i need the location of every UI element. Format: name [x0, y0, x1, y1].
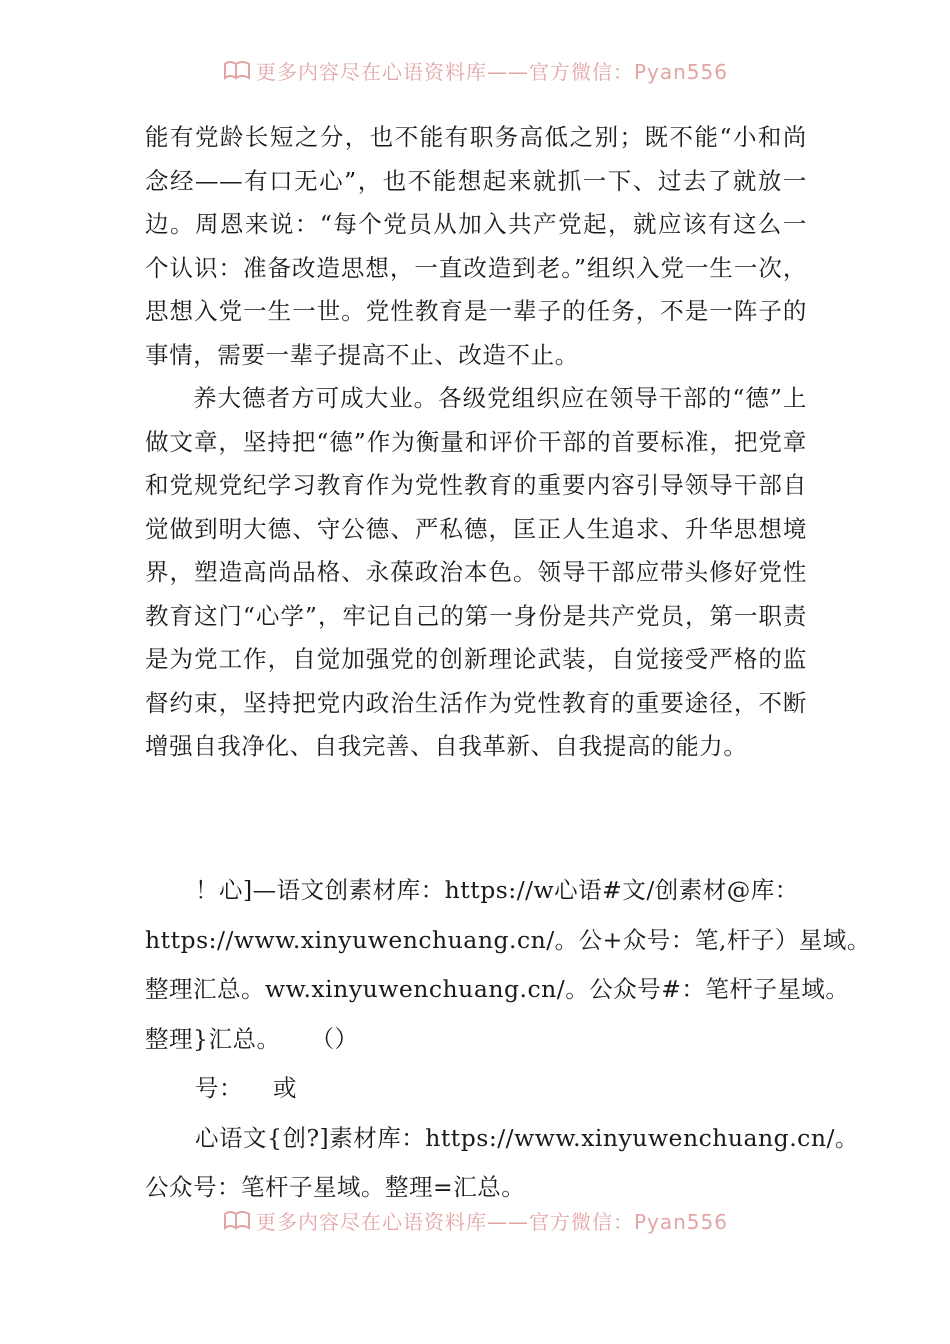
watermark-line-1: ！心]—语文创素材库：https://w心语#文/创素材@库： [195, 876, 799, 904]
header-watermark-banner [0, 55, 950, 85]
watermark-line-4-text: 整理}汇总。 [145, 1024, 281, 1053]
paragraph-1: 能有党龄长短之分，也不能有职务高低之别；既不能“小和尚念经——有口无心”，也不能想起来就抓一下、过去了就放一边。周恩来说：“每个党员从加入共产党起，就应该有这么一个认识：准备改造思想，一直改造到老。”组织入党一生一次，思想入党一生一世。党性教育是一辈子的任务，不是一阵子的事情，需要一辈子提高不止、改造不止。 [145, 123, 807, 369]
watermark-line-6: 心语文{创?]素材库：https://www.xinyuwenchuang.cn/。 [195, 1123, 859, 1152]
watermark-line-4 [145, 1015, 815, 1065]
logo-icon [222, 58, 252, 82]
footer-watermark-banner [0, 1205, 950, 1235]
footer-banner-text: 更多内容尽在心语资料库——官方微信：Pyan556 [255, 1209, 728, 1234]
paragraph-2: 养大德者方可成大业。各级党组织应在领导干部的“德”上做文章，坚持把“德”作为衡量和评价干部的首要标准，把党章和党规党纪学习教育作为党性教育的重要内容引导领导干部自觉做到明大德、守公德、严私德，匡正人生追求、升华思想境界，塑造高尚品格、永葆政治本色。领导干部应带头修好党性教育这门“心学”，牢记自己的第一身份是共产党员，第一职责是为党工作，自觉加强党的创新理论武装，自觉接受严格的监督约束，坚持把党内政治生活作为党性教育的重要途径，不断增强自我净化、自我完善、自我革新、自我提高的能力。 [145, 384, 807, 760]
header-banner-text: 更多内容尽在心语资料库——官方微信：Pyan556 [255, 59, 728, 84]
watermark-line-5-text: 号： [195, 1074, 243, 1102]
watermark-line-3: 整理汇总。ww.xinyuwenchuang.cn/。公众号#：笔杆子星域。 [145, 975, 850, 1003]
watermark-line-4-brackets: （） [310, 1024, 359, 1053]
source-watermark-block [145, 866, 871, 1213]
watermark-line-5-char: 或 [273, 1074, 297, 1102]
watermark-line-7: 公众号：笔杆子星域。整理=汇总。 [145, 1173, 526, 1201]
watermark-line-5 [145, 1064, 815, 1114]
logo-icon [222, 1208, 252, 1232]
article-body [145, 116, 807, 769]
watermark-line-2: https://www.xinyuwenchuang.cn/。公+众号：笔,杆子）星域。 [145, 925, 871, 954]
